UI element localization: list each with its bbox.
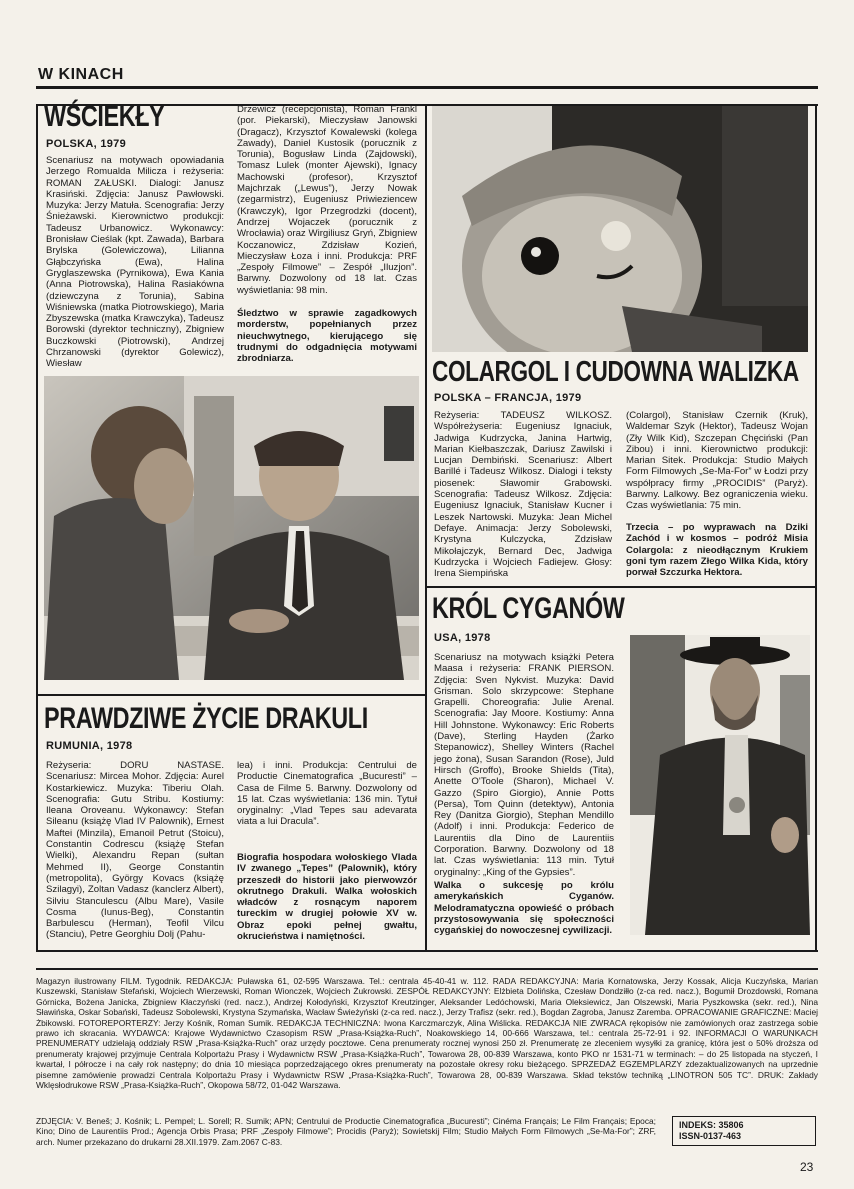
- film-credits: Scenariusz na motywach książki Petera Maasa i reżyseria: FRANK PIERSON. Zdjęcia: Sven Nykvist. Muzyka: David Grisman. Solo skrzypcowe: Stephane Grapelli. Choreografia: Julie Arenal. Scenografia: Jay Moore. Kostiumy: Anna Hill Johnstone. Wykonawcy: Eric Roberts (Dave), Sterling Hayden (Żarko Stepanowicz), Shelley Winters (Rachel jego żona), Susan Sarandon (Rose), Juld Hirsch (Groffo), Brooke Shields (Tita), Anette O'Toole (Sharon), Michael V. Gazzo (Spiro Giorgio), Annie Potts (Persa), Tom Quinn (detektyw), Antonia Rey (Danitza Giorgio), Stephan Mendillo (Adolf) i inni. Produkcja: Federico de Laurentiis dla Dino de Laurentiis Corporation. Barwny. Dozwolony od 18 lat. Czas wyświetlania: 113 min. Tytuł oryginalny: „King of the Gypsies”.: [434, 652, 614, 878]
- film-country: RUMUNIA, 1978: [46, 740, 133, 752]
- divider-left-mid: [36, 694, 426, 696]
- index-number: INDEKS: 35806: [679, 1120, 744, 1130]
- film-credits-col1: Reżyseria: DORU NASTASE. Scenariusz: Mircea Mohor. Zdjęcia: Aurel Kostarkiewicz. Muzyka: Tiberiu Olah. Scenografia: Gutu Stribu. Kostiumy: Ileana Oroveanu. Wykonawcy: Stefan Sileanu (książę Vlad IV Palownik), Ernest Maftei (Minzila), Emanoil Petrut (Stoicu), Constantin Codrescu (książę Stefan Wielki), Alexandru Repan (sułtan Mehmed II), George Constantin (metropolita), György Kovacs (książę Szilagyi), Zoltan Vadasz (kanclerz Albert), Silviu Stanculescu (Albu Mare), Vasile Cosma (Iunus-Beg), Constantin Barbulescu (Herman), Teofil Vilcu (Stanciu), Petre Georghiu Dolj (Pahu-: [46, 760, 224, 941]
- film-krol-cyganow: [432, 592, 812, 626]
- wsciekly-photo-image: [44, 376, 419, 680]
- film-blurb: [237, 852, 417, 942]
- photo-credits: ZDJĘCIA: V. Beneš; J. Kośnik; L. Pempel; L. Sorell; R. Sumik; APN; Centrului de Productie Cinematografica „Bucuresti”; Cinéma Français; Le Film Français; Epoca; Kino; Dino de Laurentiis Prod.; Agencja Orbis Prasa; PRF „Zespoły Filmowe”; Procidis (Paryż); Sowietskij Film; Studio Małych Form Filmowych „Se-Ma-For”; ZRF, arch. Numer przekazano do drukarni 28.XII.1979. Zam.2067 C-83.: [36, 1116, 656, 1147]
- film-country: POLSKA – FRANCJA, 1979: [434, 392, 582, 404]
- film-credits-col2: Drzewicz (recepcjonista), Roman Frankl (por. Piekarski), Mieczysław Janowski (Dragacz), Krzysztof Kowalewski (kolega Zawady), Daniel Kustosik (porucznik z Torunia), Bogusław Linda (Zajdowski), Tomasz Lulek (monter Ajewski), Ignacy Machowski (profesor), Krzysztof Majchrzak („Lewus”), Jerzy Nowak (zegarmistrz), Eugeniusz Priwieziencew (Krawczyk), Igor Przegrodzki (docent), Andrzej Wojaczek (porucznik z Wrocławia) oraz Wirgiliusz Gryń, Zbigniew Koczanowicz, Zdzisław Kozień, Mieczysław Łoza i inni. Produkcja: PRF „Zespoły Filmowe” – Zespół „Iluzjon”. Barwny. Dozwolony od 18 lat. Czas wyświetlania: 98 min.: [237, 104, 417, 296]
- film-credits-col1: Reżyseria: TADEUSZ WILKOSZ. Współreżyseria: Eugeniusz Ignaciuk, Jadwiga Kudrzycka, Janina Hartwig, Marian Kiełbaszczak, Dariusz Zawilski i Lucjan Dembiński. Scenariusz: Albert Barillé i Tadeusz Wilkosz. Dialogi i teksty piosenek: Sławomir Grabowski. Scenografia: Tadeusz Wilkosz. Zdjęcia: Eugeniusz Ignaciuk, Stanisław Kucner i Leszek Nartowski. Muzyka: Jean Michel Defaye. Animacja: Jerzy Sobolewski, Krystyna Kulczycka, Zdzisław Mikołajczyk, Bernard Dec, Jadwiga Kudrzycka i Wojciech Fadiejew. Głosy: Irena Siempińska: [434, 410, 612, 580]
- film-credits-col1: Scenariusz na motywach opowiadania Jerzego Romualda Milicza i reżyseria: ROMAN ZAŁUSKI. Dialogi: Janusz Krasiński. Zdjęcia: Janusz Pawłowski. Muzyka: Jerzy Matuła. Scenografia: Jerzy Śnieżawski. Kierownictwo produkcji: Tadeusz Urbanowicz. Wykonawcy: Bronisław Cieślak (kpt. Zawada), Barbara Brylska (Golewiczowa), Lilianna Głąbczyńska (Ewa), Halina Gryglaszewska (Pyrnikowa), Ewa Kania (Anna Piotrowska), Halina Rasiakówna (dziewczyna z Torunia), Sabina Wiśniewska (matka Piotrowskiego), Maria Zbyszewska (matka Krawczyka), Tadeusz Borowski (dyrektor techniczny), Zbigniew Buczkowski (Piotrowski), Andrzej Chrzanowski (dyrektor Golewicz), Wiesław: [46, 155, 224, 370]
- bottom-border: [36, 950, 818, 952]
- film-title: COLARGOL I CUDOWNA WALIZKA: [432, 356, 799, 388]
- page-number: 23: [800, 1160, 814, 1174]
- film-blurb-text: Trzecia – po wyprawach na Dziki Zachód i w kosmos – podróż Misia Colargola: z nieodłącznym Krukiem goni tym razem Złego Wilka Kida, który porwał Szczurka Hektora.: [626, 522, 808, 579]
- section-heading: W KINACH: [38, 66, 124, 83]
- film-colargol: [432, 356, 812, 388]
- film-country: USA, 1978: [434, 632, 491, 644]
- divider-right-mid: [425, 586, 817, 588]
- center-divider: [425, 104, 427, 950]
- index-box: [672, 1116, 816, 1146]
- colargol-photo: [432, 106, 808, 352]
- film-title: KRÓL CYGANÓW: [432, 592, 625, 625]
- right-border: [815, 104, 817, 950]
- film-blurb: [434, 880, 614, 936]
- header-rule: [36, 86, 818, 89]
- footer-rule: [36, 968, 818, 970]
- film-blurb-text: Walka o sukcesję po królu amerykańskich Cyganów. Melodramatyczna opowieść o próbach przystosowywania się społeczności cygańskiej do nowoczesnej cywilizacji.: [434, 880, 614, 937]
- film-country: POLSKA, 1979: [46, 138, 127, 150]
- film-blurb-text: Biografia hospodara wołoskiego Vlada IV zwanego „Tepes” (Palownik), który przeszedł do historii jako pierwowzór okrutnego Drakuli. Walka wołoskich władców z rosnącym naporem tureckim w drugiej połowie XV w. Obraz epoki pełnej gwałtu, okrucieństwa i namiętności.: [237, 852, 417, 943]
- film-credits-col2: lea) i inni. Produkcja: Centrului de Productie Cinematografica „Bucuresti” – Casa de Filme 5. Barwny. Dozwolony od 15 lat. Czas wyświetlania: 136 min. Tytuł oryginalny: „Vlad Tepes sau adevarata viata a lui Dracula”.: [237, 760, 417, 828]
- gypsy-king-photo-image: [630, 635, 810, 935]
- film-credits-col2: (Colargol), Stanisław Czernik (Kruk), Waldemar Szyk (Hektor), Tadeusz Wojan (Zły Wilk Kid), Szczepan Chęciński (Pan Zibou) i inni. Kierownictwo produkcji: Marian Sitek. Produkcja: Studio Małych Form Filmowych „Se-Ma-For” w Łodzi przy współpracy firmy „PROCIDIS” (Paryż). Barwny. Lalkowy. Bez ograniczenia wieku. Czas wyświetlania: 75 min.: [626, 410, 808, 512]
- wsciekly-photo: [44, 376, 419, 680]
- left-border: [36, 104, 38, 950]
- masthead-text: Magazyn ilustrowany FILM. Tygodnik. REDAKCJA: Puławska 61, 02-595 Warszawa. Tel.: centrala 45-40-41 w. 112. RADA REDAKCYJNA: Maria Kornatowska, Jerzy Kossak, Alicja Kuczyńska, Marian Kuszewski, Stanisław Stefański, Wojciech Wierzewski, Roman Wionczek, Wojciech Żukrowski. ZESPÓŁ REDAKCYJNY: Elżbieta Dolińska, Czesław Dondziłło (z-ca red. nacz.), Bogumił Drozdowski, Romana Górnicka, Bożena Janicka, Zbigniew Kłaczyński (red. nacz.), Andrzej Kołodyński, Krzysztof Kreutzinger, Aleksander Ledóchowski, Maria Oleksiewicz, Jan Olszewski, Maria Pyszkowska (sekr. red.), Nina Sławińska, Oskar Sobański, Tadeusz Sobolewski, Krystyna Szymańska, Wacław Świeżyński (z-ca red. nacz.), Jerzy Trafisz (sekr. red.), Bogdan Zagroba, Janusz Zaremba. OPRACOWANIE GRAFICZNE: Maciej Żbikowski. FOTOREPORTERZY: Jerzy Kośnik, Roman Sumik. REDAKCJA TECHNICZNA: Iwona Karczmarczyk, Alina Wiślicka. REDAKCJA NIE ZWRACA rękopisów nie zamówionych oraz zastrzega sobie prawo ich skracania. WYDAWCA: Krajowe Wydawnictwo Czasopism RSW „Prasa-Książka-Ruch”, Noakowskiego 14, 00-666 Warszawa, tel.: centrala 25-72-91 i 92. INFORMACJI O WARUNKACH PRENUMERATY udzielają oddziały RSW „Prasa-Książka-Ruch” oraz urzędy pocztowe. Cena prenumeraty rocznej wynosi 250 zł. Prenumeratę ze zleceniem wysyłki za granicę, która jest o 50% droższa od prenumeraty krajowej przyjmuje Centrala Kolportażu Prasy i Wydawnictw RSW „Prasa-Książka-Ruch”, Towarowa 28, 00-839 Warszawa, konto PKO nr 1531-71 w terminach: – do 25 listopada na styczeń, I kwartał, I półrocze i na cały rok następny; do dnia 10 miesiąca poprzedzającego okres prenumeraty na pozostałe okresy roku bieżącego. SPRZEDAŻ EGZEMPLARZY zdezaktualizowanych na uprzednie pisemne zamówienie prowadzi Centrala Kolportażu Prasy i Wydawnictw RSW „Prasa-Książka-Ruch”, Towarowa 28, 00-839 Warszawa. Skład tekstów techniką „LINOTRON 505 TC”. DRUK: Zakłady Wklęsłodrukowe RSW „Prasa-Książka-Ruch”, Okopowa 58/72, 01-042 Warszawa.: [36, 976, 818, 1091]
- film-blurb: [626, 522, 808, 578]
- colargol-photo-image: [432, 106, 808, 352]
- film-title: WŚCIEKŁY: [44, 100, 165, 133]
- film-drakula: [44, 702, 424, 736]
- film-title: PRAWDZIWE ŻYCIE DRAKULI: [44, 702, 368, 735]
- film-blurb-text: Śledztwo w sprawie zagadkowych morderstw, popełnianych przez nieuchwytnego, kierującego się trudnymi do odgadnięcia motywami zbrodniarza.: [237, 308, 417, 365]
- gypsy-king-photo: [630, 635, 810, 935]
- film-blurb: [237, 308, 417, 364]
- issn-number: ISSN-0137-463: [679, 1131, 742, 1141]
